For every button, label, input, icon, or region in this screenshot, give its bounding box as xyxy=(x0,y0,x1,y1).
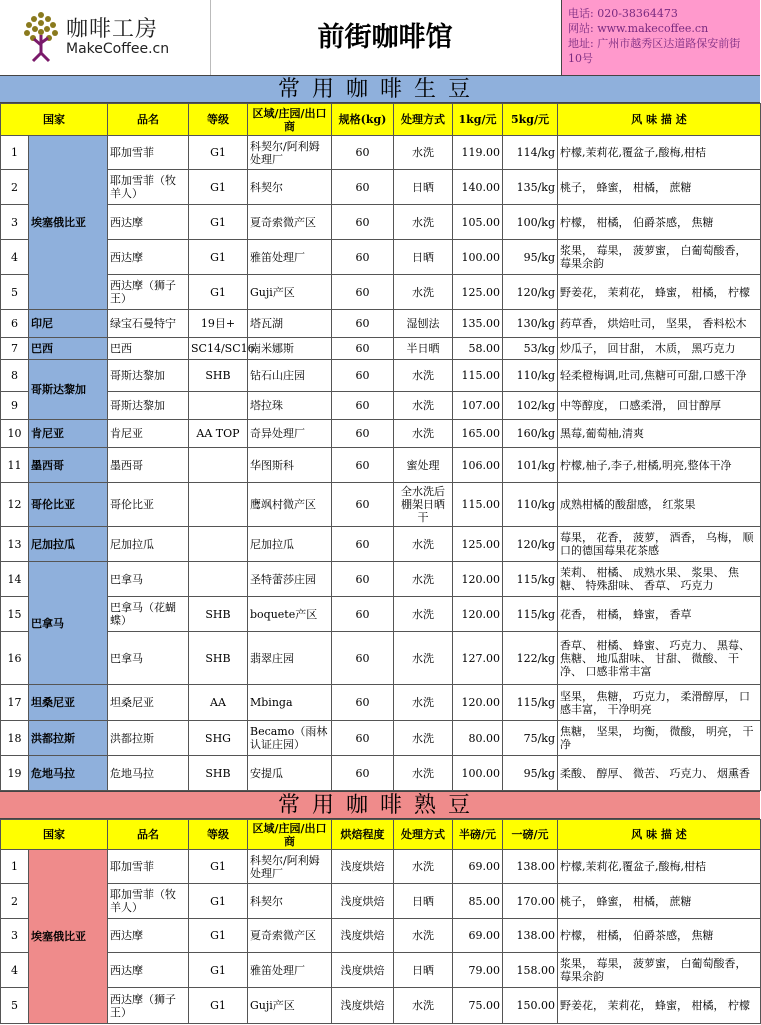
price-5kg: 53/kg xyxy=(503,338,558,360)
flavor-notes: 茉莉、 柑橘、 成熟水果、 浆果、 焦糖、 特殊甜味、 香草、 巧克力 xyxy=(558,562,761,597)
price-5kg: 75/kg xyxy=(503,721,558,756)
region: Becamo（雨林认证庄园） xyxy=(248,721,332,756)
grade xyxy=(189,527,248,562)
row-number: 3 xyxy=(1,919,29,953)
price-1kg: 120.00 xyxy=(453,685,503,721)
table-row xyxy=(1,597,761,632)
price-1kg: 140.00 xyxy=(453,170,503,205)
column-header: 规格(kg) xyxy=(332,104,394,136)
row-number: 4 xyxy=(1,240,29,275)
logo xyxy=(0,0,211,75)
process-method: 日晒 xyxy=(394,170,453,205)
spec-kg: 60 xyxy=(332,562,394,597)
region: 鹰飒村微产区 xyxy=(248,483,332,527)
roast-level: 浅度烘焙 xyxy=(332,919,394,953)
row-number: 5 xyxy=(1,988,29,1024)
contact-website: 网站: www.makecoffee.cn xyxy=(568,22,709,35)
green-beans-table xyxy=(0,103,761,791)
spec-kg: 60 xyxy=(332,420,394,448)
column-header: 国家 xyxy=(1,104,108,136)
region: 夏奇索微产区 xyxy=(248,205,332,240)
grade: G1 xyxy=(189,850,248,884)
contact-address: 地址: 广州市越秀区达道路保安前街10号 xyxy=(568,37,741,65)
process-method: 日晒 xyxy=(394,953,453,988)
spec-kg: 60 xyxy=(332,240,394,275)
row-number: 13 xyxy=(1,527,29,562)
price-one-pound: 150.00 xyxy=(503,988,558,1024)
region: 塔瓦湖 xyxy=(248,310,332,338)
column-header: 品名 xyxy=(108,104,189,136)
flavor-notes: 野姜花， 茉莉花， 蜂蜜， 柑橘， 柠檬 xyxy=(558,988,761,1024)
region: 圣特蕾莎庄园 xyxy=(248,562,332,597)
table-row xyxy=(1,721,761,756)
row-number: 9 xyxy=(1,392,29,420)
product-name: 墨西哥 xyxy=(108,448,189,483)
flavor-notes: 药草香， 烘焙吐司， 坚果， 香料松木 xyxy=(558,310,761,338)
roast-level: 浅度烘焙 xyxy=(332,884,394,919)
grade: SHG xyxy=(189,721,248,756)
flavor-notes: 桃子， 蜂蜜， 柑橘， 蔗糖 xyxy=(558,170,761,205)
flavor-notes: 柠檬,茉莉花,覆盆子,酸梅,柑桔 xyxy=(558,136,761,170)
price-5kg: 102/kg xyxy=(503,392,558,420)
shop-title: 前街咖啡馆 xyxy=(317,22,453,53)
process-method: 日晒 xyxy=(394,884,453,919)
table-row xyxy=(1,527,761,562)
row-number: 5 xyxy=(1,275,29,310)
grade: SHB xyxy=(189,597,248,632)
grade: G1 xyxy=(189,988,248,1024)
product-name: 巴拿马 xyxy=(108,562,189,597)
grade: G1 xyxy=(189,240,248,275)
table-row xyxy=(1,420,761,448)
column-header: 5kg/元 xyxy=(503,104,558,136)
process-method: 水洗 xyxy=(394,850,453,884)
spec-kg: 60 xyxy=(332,721,394,756)
price-one-pound: 158.00 xyxy=(503,953,558,988)
table-row xyxy=(1,360,761,392)
row-number: 11 xyxy=(1,448,29,483)
flavor-notes: 黑莓,葡萄柚,清爽 xyxy=(558,420,761,448)
table-row xyxy=(1,988,761,1024)
price-1kg: 115.00 xyxy=(453,360,503,392)
region: 尼加拉瓜 xyxy=(248,527,332,562)
grade xyxy=(189,448,248,483)
country-cell: 巴西 xyxy=(29,338,108,360)
price-one-pound: 170.00 xyxy=(503,884,558,919)
product-name: 西达摩（狮子王） xyxy=(108,988,189,1024)
region: 科契尔 xyxy=(248,170,332,205)
grade: G1 xyxy=(189,136,248,170)
grade: G1 xyxy=(189,919,248,953)
row-number: 1 xyxy=(1,850,29,884)
grade: SC14/SC16 xyxy=(189,338,248,360)
product-name: 坦桑尼亚 xyxy=(108,685,189,721)
table-row xyxy=(1,919,761,953)
column-header: 国家 xyxy=(1,820,108,850)
price-1kg: 107.00 xyxy=(453,392,503,420)
row-number: 10 xyxy=(1,420,29,448)
product-name: 西达摩 xyxy=(108,953,189,988)
column-header: 烘焙程度 xyxy=(332,820,394,850)
table-row xyxy=(1,756,761,791)
process-method: 水洗 xyxy=(394,756,453,791)
price-half-pound: 79.00 xyxy=(453,953,503,988)
price-5kg: 101/kg xyxy=(503,448,558,483)
roast-level: 浅度烘焙 xyxy=(332,850,394,884)
product-name: 危地马拉 xyxy=(108,756,189,791)
flavor-notes: 野姜花， 茉莉花， 蜂蜜， 柑橘， 柠檬 xyxy=(558,275,761,310)
flavor-notes: 莓果， 花香， 菠萝， 酒香， 乌梅， 顺口的德国莓果花茶感 xyxy=(558,527,761,562)
contact-phone: 电话: 020-38364473 xyxy=(568,7,678,20)
process-method: 水洗 xyxy=(394,420,453,448)
table-row xyxy=(1,483,761,527)
country-cell: 危地马拉 xyxy=(29,756,108,791)
process-method: 全水洗后棚架日晒干 xyxy=(394,483,453,527)
process-method: 水洗 xyxy=(394,527,453,562)
country-cell: 哥斯达黎加 xyxy=(29,360,108,420)
product-name: 西达摩 xyxy=(108,205,189,240)
grade: G1 xyxy=(189,205,248,240)
price-5kg: 95/kg xyxy=(503,240,558,275)
price-1kg: 120.00 xyxy=(453,562,503,597)
flavor-notes: 柔酸、 醇厚、 微苦、 巧克力、 烟熏香 xyxy=(558,756,761,791)
price-1kg: 106.00 xyxy=(453,448,503,483)
row-number: 17 xyxy=(1,685,29,721)
column-header: 等级 xyxy=(189,104,248,136)
row-number: 14 xyxy=(1,562,29,597)
flavor-notes: 柠檬， 柑橘， 伯爵茶感， 焦糖 xyxy=(558,919,761,953)
process-method: 水洗 xyxy=(394,685,453,721)
region: 科契尔/阿利姆处理厂 xyxy=(248,136,332,170)
region: 钻石山庄园 xyxy=(248,360,332,392)
flavor-notes: 成熟柑橘的酸甜感， 红浆果 xyxy=(558,483,761,527)
roast-level: 浅度烘焙 xyxy=(332,953,394,988)
logo-chinese: 咖啡工房 xyxy=(66,17,159,42)
price-5kg: 160/kg xyxy=(503,420,558,448)
price-5kg: 120/kg xyxy=(503,275,558,310)
region: Mbinga xyxy=(248,685,332,721)
product-name: 哥斯达黎加 xyxy=(108,392,189,420)
grade: G1 xyxy=(189,884,248,919)
price-1kg: 100.00 xyxy=(453,756,503,791)
region: 雅笛处理厂 xyxy=(248,240,332,275)
country-cell: 印尼 xyxy=(29,310,108,338)
region: 科契尔 xyxy=(248,884,332,919)
region: 华图斯科 xyxy=(248,448,332,483)
product-name: 耶加雪菲（牧羊人） xyxy=(108,884,189,919)
grade xyxy=(189,483,248,527)
table-row xyxy=(1,310,761,338)
grade: SHB xyxy=(189,360,248,392)
table-row xyxy=(1,392,761,420)
grade xyxy=(189,392,248,420)
row-number: 16 xyxy=(1,632,29,685)
product-name: 西达摩 xyxy=(108,240,189,275)
spec-kg: 60 xyxy=(332,483,394,527)
process-method: 湿刨法 xyxy=(394,310,453,338)
grade: AA TOP xyxy=(189,420,248,448)
roasted-beans-table xyxy=(0,819,761,1024)
price-1kg: 119.00 xyxy=(453,136,503,170)
table-row xyxy=(1,338,761,360)
contact-info xyxy=(561,0,760,75)
grade: SHB xyxy=(189,632,248,685)
flavor-notes: 花香， 柑橘， 蜂蜜， 香草 xyxy=(558,597,761,632)
row-number: 12 xyxy=(1,483,29,527)
price-1kg: 127.00 xyxy=(453,632,503,685)
process-method: 水洗 xyxy=(394,721,453,756)
row-number: 19 xyxy=(1,756,29,791)
table-row xyxy=(1,685,761,721)
grade: G1 xyxy=(189,275,248,310)
column-header: 处理方式 xyxy=(394,104,453,136)
flavor-notes: 轻柔橙梅调,吐司,焦糖可可甜,口感干净 xyxy=(558,360,761,392)
row-number: 15 xyxy=(1,597,29,632)
price-half-pound: 69.00 xyxy=(453,919,503,953)
country-cell: 埃塞俄比亚 xyxy=(29,136,108,310)
price-5kg: 130/kg xyxy=(503,310,558,338)
flavor-notes: 中等醇度， 口感柔滑， 回甘醇厚 xyxy=(558,392,761,420)
product-name: 哥伦比亚 xyxy=(108,483,189,527)
row-number: 8 xyxy=(1,360,29,392)
column-header: 风 味 描 述 xyxy=(558,104,761,136)
region: 科契尔/阿利姆处理厂 xyxy=(248,850,332,884)
process-method: 水洗 xyxy=(394,562,453,597)
region: 雅笛处理厂 xyxy=(248,953,332,988)
flavor-notes: 焦糖， 坚果， 均衡， 微酸， 明亮， 干净 xyxy=(558,721,761,756)
product-name: 洪都拉斯 xyxy=(108,721,189,756)
process-method: 水洗 xyxy=(394,205,453,240)
table-row xyxy=(1,240,761,275)
column-header: 区域/庄园/出口商 xyxy=(248,820,332,850)
grade: SHB xyxy=(189,756,248,791)
process-method: 蜜处理 xyxy=(394,448,453,483)
country-cell: 哥伦比亚 xyxy=(29,483,108,527)
grade: AA xyxy=(189,685,248,721)
logo-english: MakeCoffee.cn xyxy=(66,41,170,57)
table-row xyxy=(1,850,761,884)
price-half-pound: 69.00 xyxy=(453,850,503,884)
process-method: 水洗 xyxy=(394,632,453,685)
process-method: 水洗 xyxy=(394,919,453,953)
price-1kg: 125.00 xyxy=(453,275,503,310)
process-method: 水洗 xyxy=(394,275,453,310)
region: 夏奇索微产区 xyxy=(248,919,332,953)
table-row xyxy=(1,136,761,170)
header-row xyxy=(1,104,761,136)
price-5kg: 100/kg xyxy=(503,205,558,240)
price-1kg: 100.00 xyxy=(453,240,503,275)
spec-kg: 60 xyxy=(332,448,394,483)
price-1kg: 80.00 xyxy=(453,721,503,756)
product-name: 巴拿马（花蝴蝶） xyxy=(108,597,189,632)
row-number: 2 xyxy=(1,884,29,919)
row-number: 6 xyxy=(1,310,29,338)
process-method: 水洗 xyxy=(394,392,453,420)
country-cell: 洪都拉斯 xyxy=(29,721,108,756)
country-cell: 埃塞俄比亚 xyxy=(29,850,108,1024)
region: Guji产区 xyxy=(248,275,332,310)
process-method: 水洗 xyxy=(394,136,453,170)
process-method: 水洗 xyxy=(394,597,453,632)
spec-kg: 60 xyxy=(332,685,394,721)
sheet-header xyxy=(0,0,760,75)
flavor-notes: 坚果， 焦糖， 巧克力， 柔滑醇厚， 口感丰富， 干净明亮 xyxy=(558,685,761,721)
price-5kg: 115/kg xyxy=(503,562,558,597)
row-number: 18 xyxy=(1,721,29,756)
column-header: 一磅/元 xyxy=(503,820,558,850)
spec-kg: 60 xyxy=(332,392,394,420)
country-cell: 墨西哥 xyxy=(29,448,108,483)
header-row xyxy=(1,820,761,850)
price-5kg: 115/kg xyxy=(503,685,558,721)
column-header: 品名 xyxy=(108,820,189,850)
product-name: 耶加雪菲（牧羊人） xyxy=(108,170,189,205)
region: 安提瓜 xyxy=(248,756,332,791)
price-1kg: 120.00 xyxy=(453,597,503,632)
product-name: 巴西 xyxy=(108,338,189,360)
flavor-notes: 香草、 柑橘、 蜂蜜、 巧克力、 黑莓、 焦糖、 地瓜甜味、 甘甜、 微酸、 干净、 口感非常丰富 xyxy=(558,632,761,685)
coffee-tree-icon xyxy=(22,9,60,63)
spec-kg: 60 xyxy=(332,756,394,791)
spec-kg: 60 xyxy=(332,360,394,392)
spec-kg: 60 xyxy=(332,527,394,562)
table-row xyxy=(1,170,761,205)
region: Guji产区 xyxy=(248,988,332,1024)
flavor-notes: 浆果， 莓果， 菠萝蜜， 白葡萄酸香， 莓果余韵 xyxy=(558,953,761,988)
price-1kg: 125.00 xyxy=(453,527,503,562)
green-beans-title: 常用咖啡生豆 xyxy=(0,75,760,103)
price-5kg: 110/kg xyxy=(503,483,558,527)
product-name: 巴拿马 xyxy=(108,632,189,685)
price-half-pound: 85.00 xyxy=(453,884,503,919)
region: 南米娜斯 xyxy=(248,338,332,360)
table-row xyxy=(1,884,761,919)
product-name: 哥斯达黎加 xyxy=(108,360,189,392)
process-method: 水洗 xyxy=(394,988,453,1024)
price-5kg: 135/kg xyxy=(503,170,558,205)
spec-kg: 60 xyxy=(332,338,394,360)
process-method: 水洗 xyxy=(394,360,453,392)
price-5kg: 120/kg xyxy=(503,527,558,562)
product-name: 西达摩 xyxy=(108,919,189,953)
process-method: 日晒 xyxy=(394,240,453,275)
flavor-notes: 柠檬， 柑橘， 伯爵茶感， 焦糖 xyxy=(558,205,761,240)
product-name: 西达摩（狮子王） xyxy=(108,275,189,310)
region: 塔拉珠 xyxy=(248,392,332,420)
flavor-notes: 浆果， 莓果， 菠萝蜜， 白葡萄酸香， 莓果余韵 xyxy=(558,240,761,275)
price-one-pound: 138.00 xyxy=(503,919,558,953)
row-number: 1 xyxy=(1,136,29,170)
region: boquete产区 xyxy=(248,597,332,632)
price-1kg: 165.00 xyxy=(453,420,503,448)
column-header: 处理方式 xyxy=(394,820,453,850)
spec-kg: 60 xyxy=(332,275,394,310)
roast-level: 浅度烘焙 xyxy=(332,988,394,1024)
product-name: 绿宝石曼特宁 xyxy=(108,310,189,338)
price-5kg: 122/kg xyxy=(503,632,558,685)
process-method: 半日晒 xyxy=(394,338,453,360)
region: 翡翠庄园 xyxy=(248,632,332,685)
table-row xyxy=(1,448,761,483)
table-row xyxy=(1,275,761,310)
spec-kg: 60 xyxy=(332,310,394,338)
flavor-notes: 柠檬,茉莉花,覆盆子,酸梅,柑桔 xyxy=(558,850,761,884)
country-cell: 坦桑尼亚 xyxy=(29,685,108,721)
column-header: 区域/庄园/出口商 xyxy=(248,104,332,136)
price-5kg: 115/kg xyxy=(503,597,558,632)
column-header: 等级 xyxy=(189,820,248,850)
column-header: 风 味 描 述 xyxy=(558,820,761,850)
grade: 19目+ xyxy=(189,310,248,338)
price-1kg: 58.00 xyxy=(453,338,503,360)
price-1kg: 135.00 xyxy=(453,310,503,338)
row-number: 4 xyxy=(1,953,29,988)
table-row xyxy=(1,953,761,988)
grade xyxy=(189,562,248,597)
price-one-pound: 138.00 xyxy=(503,850,558,884)
spec-kg: 60 xyxy=(332,136,394,170)
price-5kg: 110/kg xyxy=(503,360,558,392)
region: 奇异处理厂 xyxy=(248,420,332,448)
roasted-beans-title: 常用咖啡熟豆 xyxy=(0,791,760,819)
flavor-notes: 炒瓜子， 回甘甜， 木质， 黑巧克力 xyxy=(558,338,761,360)
price-1kg: 115.00 xyxy=(453,483,503,527)
flavor-notes: 柠檬,柚子,李子,柑橘,明亮,整体干净 xyxy=(558,448,761,483)
column-header: 半磅/元 xyxy=(453,820,503,850)
product-name: 尼加拉瓜 xyxy=(108,527,189,562)
flavor-notes: 桃子， 蜂蜜， 柑橘， 蔗糖 xyxy=(558,884,761,919)
table-row xyxy=(1,205,761,240)
product-name: 耶加雪菲 xyxy=(108,136,189,170)
table-row xyxy=(1,632,761,685)
grade: G1 xyxy=(189,953,248,988)
column-header: 1kg/元 xyxy=(453,104,503,136)
country-cell: 巴拿马 xyxy=(29,562,108,685)
spec-kg: 60 xyxy=(332,632,394,685)
table-row xyxy=(1,562,761,597)
country-cell: 肯尼亚 xyxy=(29,420,108,448)
spec-kg: 60 xyxy=(332,205,394,240)
price-5kg: 114/kg xyxy=(503,136,558,170)
product-name: 肯尼亚 xyxy=(108,420,189,448)
product-name: 耶加雪菲 xyxy=(108,850,189,884)
row-number: 7 xyxy=(1,338,29,360)
country-cell: 尼加拉瓜 xyxy=(29,527,108,562)
spec-kg: 60 xyxy=(332,170,394,205)
price-half-pound: 75.00 xyxy=(453,988,503,1024)
row-number: 2 xyxy=(1,170,29,205)
grade: G1 xyxy=(189,170,248,205)
row-number: 3 xyxy=(1,205,29,240)
price-1kg: 105.00 xyxy=(453,205,503,240)
spec-kg: 60 xyxy=(332,597,394,632)
price-5kg: 95/kg xyxy=(503,756,558,791)
